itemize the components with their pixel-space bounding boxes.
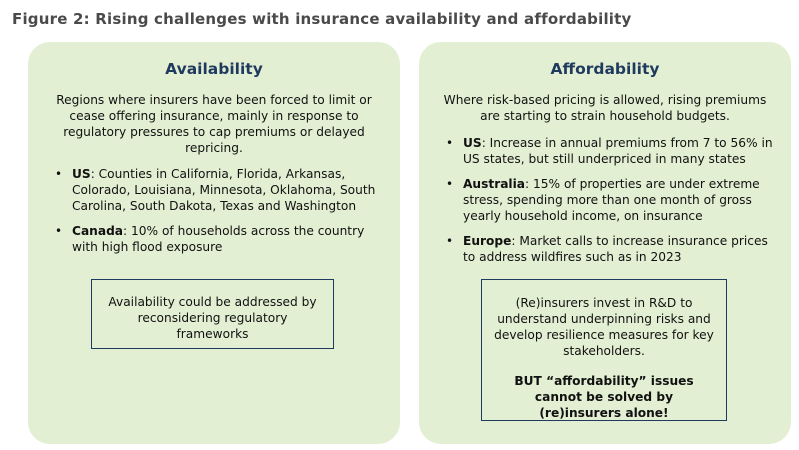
availability-intro: Regions where insurers have been forced to limit or cease offering insurance, mainly in response to regulatory pressures to cap premiums or delayed repricing. bbox=[56, 93, 372, 155]
availability-callout-text: Availability could be addressed by reconsidering regulatory frameworks bbox=[108, 295, 317, 341]
availability-bullet-list bbox=[52, 166, 384, 264]
bullet-dot: • bbox=[446, 234, 454, 248]
affordability-bullet-us bbox=[443, 135, 775, 167]
affordability-panel bbox=[419, 42, 791, 444]
affordability-intro: Where risk-based pricing is allowed, rising premiums are starting to strain household budgets. bbox=[443, 93, 767, 123]
availability-callout-box bbox=[91, 279, 334, 349]
bullet-label: Canada bbox=[72, 224, 124, 238]
bullet-dot: • bbox=[55, 167, 63, 181]
availability-panel bbox=[28, 42, 400, 444]
availability-bullet-canada bbox=[52, 223, 384, 255]
affordability-bullet-list bbox=[443, 135, 775, 274]
affordability-callout-text: (Re)insurers invest in R&D to understand underpinning risks and develop resilience measures for key stakeholders. bbox=[494, 296, 714, 358]
bullet-dot: • bbox=[55, 224, 63, 238]
availability-bullet-us bbox=[52, 166, 384, 214]
affordability-callout-box bbox=[481, 279, 727, 421]
bullet-label: Australia bbox=[463, 177, 526, 191]
bullet-text: : Increase in annual premiums from 7 to 56% in US states, but still underpriced in many states bbox=[463, 136, 773, 166]
bullet-text: : Counties in California, Florida, Arkansas, Colorado, Louisiana, Minnesota, Oklahoma, South Carolina, South Dakota, Texas and Washington bbox=[72, 167, 376, 213]
affordability-callout-emphasis: BUT “affordability” issues cannot be solved by (re)insurers alone! bbox=[514, 374, 694, 420]
bullet-text: : 15% of properties are under extreme stress, spending more than one month of gross yearly household income, on insurance bbox=[463, 177, 760, 223]
bullet-label: Europe bbox=[463, 234, 512, 248]
affordability-bullet-europe bbox=[443, 233, 775, 265]
availability-title: Availability bbox=[165, 60, 263, 78]
bullet-label: US bbox=[463, 136, 482, 150]
bullet-label: US bbox=[72, 167, 91, 181]
affordability-bullet-australia bbox=[443, 176, 775, 224]
figure-title: Figure 2: Rising challenges with insurance availability and affordability bbox=[12, 10, 632, 28]
bullet-dot: • bbox=[446, 136, 454, 150]
bullet-text: : 10% of households across the country with high flood exposure bbox=[72, 224, 365, 254]
bullet-dot: • bbox=[446, 177, 454, 191]
bullet-text: : Market calls to increase insurance prices to address wildfires such as in 2023 bbox=[463, 234, 768, 264]
affordability-title: Affordability bbox=[550, 60, 660, 78]
